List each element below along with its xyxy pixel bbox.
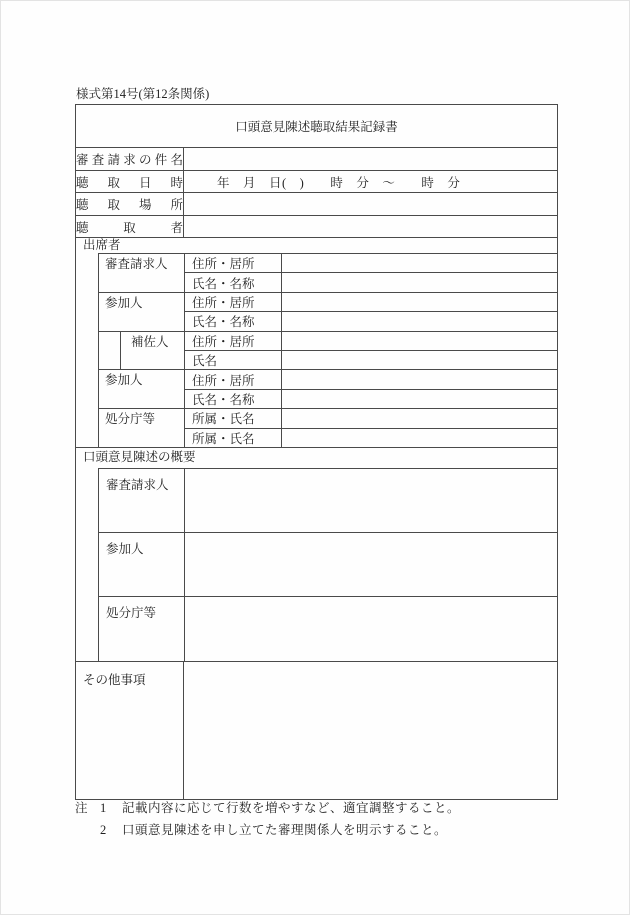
attendee-field-value <box>282 254 558 273</box>
attendee-field-label: 所属・氏名 <box>185 428 282 447</box>
attendee-field-value <box>282 331 558 350</box>
hearer-row <box>76 216 558 238</box>
table-row <box>99 533 558 597</box>
title-row <box>76 105 558 148</box>
hearer-label: 聴取者 <box>76 216 184 238</box>
hearing-datetime-value: 年 月 日( ) 時 分 ～ 時 分 <box>184 171 558 193</box>
note-text: 記載内容に応じて行数を増やすなど、適宜調整すること。 <box>122 801 461 815</box>
attendee-field-label: 氏名・名称 <box>185 312 282 331</box>
attendee-field-label: 住所・居所 <box>185 370 282 389</box>
footnote-line <box>75 819 555 841</box>
attendee-party-label: 審査請求人 <box>99 254 185 293</box>
attendee-field-value <box>282 273 558 292</box>
note-number: 1 <box>100 801 107 815</box>
hearer-value <box>184 216 558 238</box>
table-row <box>99 597 558 661</box>
attendee-field-value <box>282 312 558 331</box>
footnotes <box>75 797 555 841</box>
footnote-line <box>75 797 555 819</box>
attendee-field-label: 住所・居所 <box>185 254 282 273</box>
attendee-field-label: 氏名 <box>185 350 282 369</box>
summary-table <box>98 468 558 661</box>
summary-section-row <box>76 448 558 662</box>
note-prefix-spacer <box>75 819 100 841</box>
other-matters-label: その他事項 <box>76 661 184 799</box>
attendee-party-label: 処分庁等 <box>99 409 185 448</box>
summary-value-cell <box>185 469 558 533</box>
attendee-field-value <box>282 389 558 408</box>
hearing-datetime-row <box>76 171 558 193</box>
note-text: 口頭意見陳述を申し立てた審理関係人を明示すること。 <box>122 823 448 837</box>
assistant-indent-spacer <box>99 331 121 370</box>
table-row <box>99 370 558 389</box>
table-row <box>99 409 558 428</box>
attendee-party-label: 参加人 <box>99 292 185 331</box>
attendees-section <box>76 238 558 448</box>
case-name-row <box>76 148 558 171</box>
table-row <box>99 254 558 273</box>
form-title: 口頭意見陳述聴取結果記録書 <box>76 105 558 148</box>
other-matters-value <box>184 661 558 799</box>
summary-section-label: 口頭意見陳述の概要 <box>83 450 196 465</box>
hearing-place-value <box>184 193 558 216</box>
case-name-label: 審査請求の件名 <box>76 148 184 171</box>
case-name-value <box>184 148 558 171</box>
attendee-field-label: 住所・居所 <box>185 292 282 311</box>
attendee-party-label: 参加人 <box>99 370 185 409</box>
other-matters-row <box>76 661 558 799</box>
attendees-section-row <box>76 238 558 448</box>
attendee-field-label: 氏名・名称 <box>185 389 282 408</box>
attendee-field-label: 所属・氏名 <box>185 409 282 428</box>
hearing-place-row <box>76 193 558 216</box>
attendee-party-label: 補佐人 <box>121 331 185 370</box>
summary-value-cell <box>185 597 558 661</box>
attendee-field-label: 氏名・名称 <box>185 273 282 292</box>
summary-party-label: 審査請求人 <box>99 469 185 533</box>
attendee-field-value <box>282 370 558 389</box>
table-row <box>99 331 558 350</box>
summary-value-cell <box>185 533 558 597</box>
attendee-field-label: 住所・居所 <box>185 331 282 350</box>
summary-party-label: 処分庁等 <box>99 597 185 661</box>
note-prefix: 注 <box>75 801 88 815</box>
attendee-field-value <box>282 409 558 428</box>
record-form-table <box>75 104 558 800</box>
attendee-field-value <box>282 350 558 369</box>
hearing-datetime-label: 聴取日時 <box>76 171 184 193</box>
summary-party-label: 参加人 <box>99 533 185 597</box>
attendee-field-value <box>282 428 558 447</box>
table-row <box>99 469 558 533</box>
hearing-place-label: 聴取場所 <box>76 193 184 216</box>
table-row <box>99 292 558 311</box>
attendees-section-label: 出席者 <box>83 238 121 252</box>
summary-section <box>76 448 558 662</box>
attendee-field-value <box>282 292 558 311</box>
form-number: 様式第14号(第12条関係) <box>76 87 210 101</box>
attendees-table <box>98 253 558 447</box>
note-number: 2 <box>100 823 107 837</box>
